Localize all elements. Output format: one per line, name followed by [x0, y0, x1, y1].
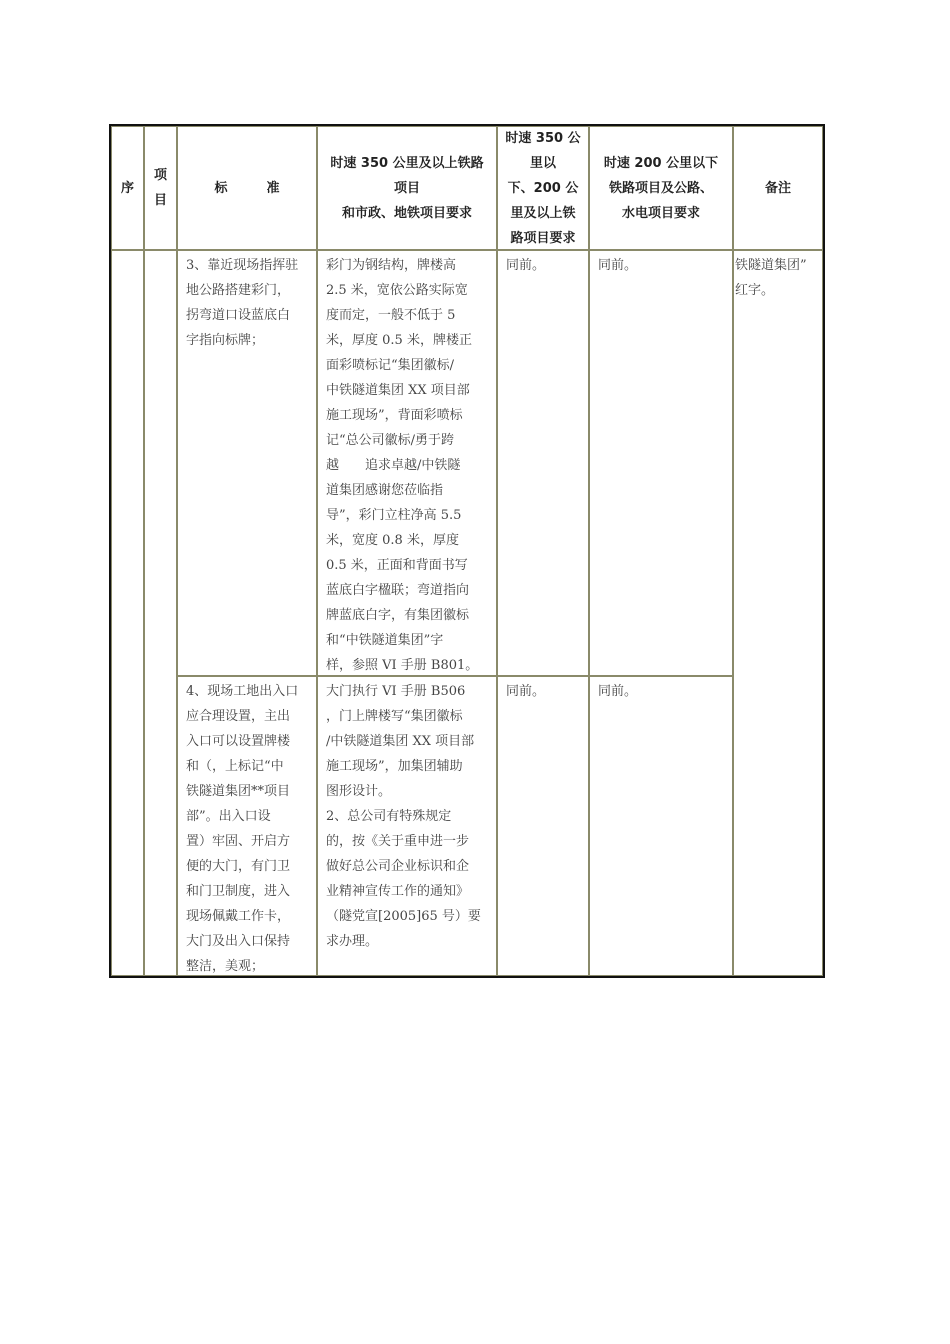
item-cell	[144, 250, 177, 976]
text-line: 同前。	[598, 684, 638, 699]
header-line: 铁路项目及公路、	[608, 180, 713, 196]
text-line: 的，按《关于重申进一步	[326, 834, 470, 849]
text-line: 样，参照 VI 手册 B801。	[326, 658, 479, 673]
header-line: 项目	[393, 180, 420, 196]
header-item-text	[154, 163, 167, 213]
header-350-plus-text	[330, 151, 483, 226]
row-2-requirement-200-to-350	[497, 676, 589, 976]
text-line: 求办理。	[326, 934, 379, 949]
header-standard	[177, 126, 317, 250]
text-line: 米，宽度 0.8 米，厚度	[326, 533, 459, 548]
row-2-requirement-350-plus	[317, 676, 497, 976]
text-line: 4、现场工地出入口	[186, 684, 299, 699]
text-line: 大门及出入口保持	[186, 934, 291, 949]
text-line: 蓝底白字楹联；弯道指向	[326, 583, 470, 598]
header-line: 里以	[529, 155, 556, 171]
text-line: 越 追求卓越/中铁隧	[326, 458, 461, 473]
header-line: 时速 350 公里及以上铁路	[330, 155, 484, 171]
header-remarks	[733, 126, 823, 250]
text-line: /中铁隧道集团 XX 项目部	[326, 734, 475, 749]
text-line: 应合理设置，主出	[186, 709, 291, 724]
header-line: 里及以上铁	[510, 205, 576, 221]
text-line: 做好总公司企业标识和企	[326, 859, 470, 874]
text-line: 同前。	[506, 684, 546, 699]
remarks-line: 铁隧道集团”	[735, 258, 807, 273]
text-line: 2.5 米，宽依公路实际宽	[326, 283, 468, 298]
text-line: 和（，上标记“中	[186, 759, 284, 774]
text-line: 业精神宣传工作的通知》	[326, 884, 470, 899]
text-line: 部”。出入口设	[186, 809, 271, 824]
header-standard-label: 标 准	[214, 180, 280, 196]
text-line: 米，厚度 0.5 米，牌楼正	[326, 333, 472, 348]
text-line: 道集团感谢您莅临指	[326, 483, 444, 498]
text-line: 2、总公司有特殊规定	[326, 809, 452, 824]
text-line: ，门上牌楼写“集团徽标	[326, 709, 463, 724]
row-1-requirement-350-plus	[317, 250, 497, 676]
text-line: 0.5 米，正面和背面书写	[326, 558, 468, 573]
header-seq-label: 序	[120, 180, 134, 196]
text-line: 大门执行 VI 手册 B506	[326, 684, 466, 699]
remarks-line: 红字。	[735, 283, 775, 298]
header-item-line: 目	[153, 193, 167, 208]
header-200-to-350-text	[505, 126, 580, 251]
remarks-cell	[733, 250, 823, 976]
text-line: 入口可以设置牌楼	[186, 734, 291, 749]
text-line: 牌蓝底白字，有集团徽标	[326, 608, 470, 623]
text-line: 拐弯道口设蓝底白	[186, 308, 291, 323]
header-line: 下、200 公	[507, 180, 579, 196]
header-below-200-text	[604, 151, 718, 226]
text-line: 施工现场”，背面彩喷标	[326, 408, 463, 423]
text-line: 铁隧道集团**项目	[186, 784, 291, 799]
header-line: 水电项目要求	[621, 205, 700, 221]
header-line: 时速 350 公	[505, 130, 581, 146]
text-line: 中铁隧道集团 XX 项目部	[326, 383, 470, 398]
row-2-standard	[177, 676, 317, 976]
header-200-to-350	[497, 126, 589, 250]
text-line: 度而定，一般不低于 5	[326, 308, 456, 323]
header-line: 和市政、地铁项目要求	[341, 205, 472, 221]
header-line: 路项目要求	[510, 230, 576, 246]
text-line: 整洁，美观；	[186, 959, 265, 974]
header-350-plus	[317, 126, 497, 250]
text-line: 字指向标牌；	[186, 333, 265, 348]
text-line: 图形设计。	[326, 784, 392, 799]
row-1-standard	[177, 250, 317, 676]
text-line: 3、靠近现场指挥驻	[186, 258, 299, 273]
text-line: 和门卫制度，进入	[186, 884, 291, 899]
text-line: 彩门为钢结构，牌楼高	[326, 258, 457, 273]
text-line: 施工现场”，加集团辅助	[326, 759, 463, 774]
text-line: 同前。	[598, 258, 638, 273]
row-2-requirement-below-200	[589, 676, 733, 976]
header-line: 时速 200 公里以下	[603, 155, 719, 171]
text-line: 导”，彩门立柱净高 5.5	[326, 508, 462, 523]
row-1-requirement-below-200	[589, 250, 733, 676]
text-line: 同前。	[506, 258, 546, 273]
row-1-requirement-200-to-350	[497, 250, 589, 676]
header-remarks-label: 备注	[764, 180, 791, 196]
text-line: 地公路搭建彩门，	[186, 283, 291, 298]
text-line: 和“中铁隧道集团”字	[326, 633, 444, 648]
header-seq	[111, 126, 144, 250]
text-line: 置）牢固、开启方	[186, 834, 291, 849]
text-line: 便的大门，有门卫	[186, 859, 291, 874]
text-line: 面彩喷标记“集团徽标/	[326, 358, 455, 373]
text-line: 记“总公司徽标/勇于跨	[326, 433, 455, 448]
header-item-line: 项	[153, 168, 167, 183]
header-item	[144, 126, 177, 250]
text-line: 现场佩戴工作卡，	[186, 909, 291, 924]
header-below-200	[589, 126, 733, 250]
text-line: （隧党宣[2005]65 号）要	[326, 909, 481, 924]
seq-cell	[111, 250, 144, 976]
